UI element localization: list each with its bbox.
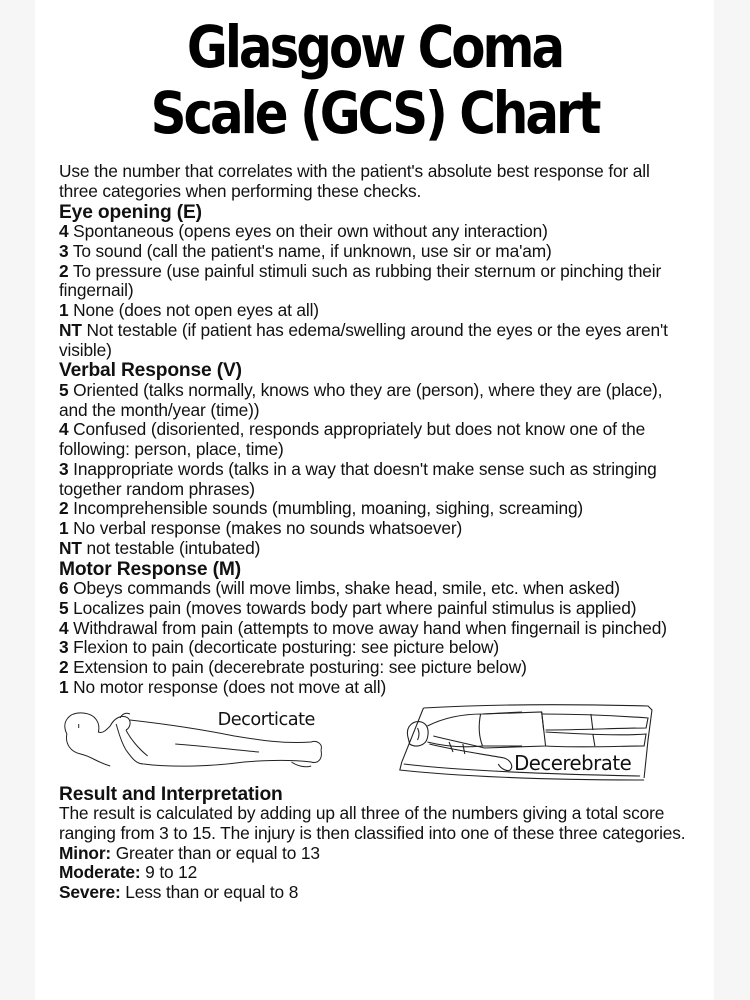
- item-text: Withdrawal from pain (attempts to move away hand when fingernail is pinched): [73, 617, 667, 638]
- item-text: not testable (intubated): [86, 537, 261, 558]
- score-value: 1: [59, 676, 69, 697]
- score-value: 1: [59, 300, 69, 320]
- list-item: [59, 301, 689, 321]
- list-item: [59, 242, 689, 262]
- list-item: [59, 222, 689, 242]
- list-item: [59, 638, 689, 658]
- decerebrate-figure: [394, 700, 660, 784]
- section-eye-opening: [59, 202, 689, 361]
- page-title: [83, 14, 667, 146]
- item-text: None (does not open eyes at all): [73, 300, 319, 320]
- section-heading: Motor Response (M): [59, 557, 241, 580]
- section-result: [59, 784, 689, 903]
- classification-minor: [59, 844, 689, 864]
- section-motor-response: [59, 559, 689, 698]
- item-text: Confused (disoriented, responds appropriately but does not know one of the following: person, place, time): [59, 419, 646, 459]
- list-item: [59, 262, 689, 302]
- score-value: 6: [59, 578, 69, 598]
- item-text: Incomprehensible sounds (mumbling, moaning, sighing, screaming): [73, 498, 584, 519]
- list-item: [59, 678, 689, 698]
- item-text: Obeys commands (will move limbs, shake head, smile, etc. when asked): [73, 578, 620, 598]
- posture-figures: [57, 702, 689, 782]
- item-text: To pressure (use painful stimuli such as rubbing their sternum or pinching their fingernail): [59, 260, 662, 301]
- result-description: The result is calculated by adding up all three of the numbers giving a total score ranging from 3 to 15. The injury is then classified into one of these three categories.: [59, 803, 686, 843]
- score-value: 2: [59, 657, 69, 677]
- item-text: Inappropriate words (talks in a way that doesn't make sense such as stringing together random phrases): [59, 458, 657, 499]
- list-item: [59, 619, 689, 639]
- score-value: 2: [59, 498, 69, 519]
- classification-label: Moderate:: [59, 862, 141, 883]
- classification-moderate: [59, 863, 689, 883]
- score-value: 5: [59, 597, 69, 618]
- chart-content: [59, 162, 689, 903]
- section-heading: Verbal Response (V): [59, 359, 242, 382]
- score-value: 4: [59, 419, 69, 440]
- section-heading: Eye opening (E): [59, 200, 202, 223]
- classification-label: Severe:: [59, 882, 121, 902]
- score-value: 3: [59, 458, 69, 479]
- item-text: No verbal response (makes no sounds whatsoever): [73, 518, 463, 538]
- classification-label: Minor:: [59, 842, 112, 863]
- classification-range: Greater than or equal to 13: [115, 842, 320, 863]
- list-item: [59, 460, 689, 500]
- section-verbal-response: [59, 360, 689, 558]
- item-text: Not testable (if patient has edema/swelling around the eyes or the eyes aren't visible): [59, 319, 668, 360]
- list-item: [59, 420, 689, 460]
- score-value: 3: [59, 240, 69, 261]
- item-text: No motor response (does not move at all): [73, 676, 387, 697]
- score-value: NT: [59, 537, 82, 558]
- list-item: [59, 381, 689, 421]
- section-heading: Result and Interpretation: [59, 782, 283, 805]
- chart-sheet: [35, 0, 714, 1000]
- item-text: Spontaneous (opens eyes on their own without any interaction): [73, 221, 548, 241]
- item-text: To sound (call the patient's name, if unknown, use sir or ma'am): [72, 240, 552, 261]
- classification-severe: [59, 883, 689, 903]
- score-value: NT: [59, 319, 82, 340]
- score-value: 2: [59, 260, 69, 281]
- intro-text: Use the number that correlates with the patient's absolute best response for all three categories when performing these checks.: [59, 161, 650, 201]
- list-item: [59, 539, 689, 559]
- score-value: 4: [59, 617, 69, 638]
- classification-range: 9 to 12: [145, 862, 198, 883]
- item-text: Flexion to pain (decorticate posturing: see picture below): [73, 637, 500, 658]
- list-item: [59, 499, 689, 519]
- list-item: [59, 579, 689, 599]
- title-line-1: Glasgow Coma: [186, 13, 563, 81]
- list-item: [59, 658, 689, 678]
- decerebrate-label: Decerebrate: [514, 750, 632, 775]
- score-value: 5: [59, 379, 69, 400]
- item-text: Oriented (talks normally, knows who they are (person), where they are (place), and the month/year (time)): [59, 379, 663, 420]
- score-value: 1: [59, 518, 69, 538]
- classification-range: Less than or equal to 8: [125, 882, 299, 902]
- score-value: 3: [59, 637, 69, 658]
- title-line-2: Scale (GCS) Chart: [150, 79, 599, 147]
- decorticate-label: Decorticate: [217, 708, 315, 730]
- score-value: 4: [59, 221, 69, 241]
- list-item: [59, 321, 689, 361]
- item-text: Localizes pain (moves towards body part where painful stimulus is applied): [73, 597, 637, 618]
- decorticate-figure: [57, 704, 333, 772]
- list-item: [59, 599, 689, 619]
- list-item: [59, 519, 689, 539]
- item-text: Extension to pain (decerebrate posturing: see picture below): [73, 657, 527, 677]
